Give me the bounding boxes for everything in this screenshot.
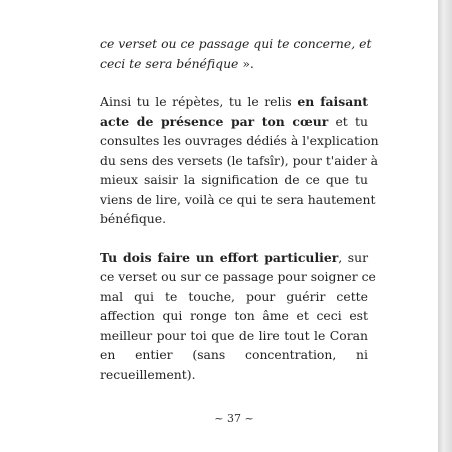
text-line [100,112,368,132]
text-line [100,190,376,210]
paragraph-gap [100,229,368,248]
page-edge [438,0,452,452]
text-line [100,209,368,229]
text-line [100,170,368,190]
text-run: Ainsi tu le répètes, tu le relis [100,94,298,109]
text-line [100,287,368,307]
text-run: mal qui te touche, pour guérir cette [100,288,368,304]
paragraph-1 [100,34,372,73]
text-line [100,248,368,268]
text-run: , sur [338,249,369,265]
text-run: viens de lire, voilà ce qui te sera hautement [100,191,376,207]
text-run-bold: acte de présence par ton cœur [100,113,329,129]
text-run: consultes les ouvrages dédiés à l'explication [100,133,379,148]
text-run: en entier (sans concentration, ni [100,347,368,362]
text-line [100,306,368,326]
text-line [100,131,379,151]
text-run: bénéfique. [100,211,167,226]
text-run-bold: Tu dois faire un effort particulier [100,249,339,265]
text-line [100,92,368,112]
text-line [100,34,372,54]
text-line [100,267,376,287]
text-run-bold: en faisant [297,94,368,109]
text-run: ce verset ou sur ce passage pour soigner ce [100,269,376,284]
text-run: meilleur pour toi que de lire tout le Coran [100,327,368,343]
text-run: recueillement). [100,366,196,382]
text-run: et tu [328,113,368,129]
body-text [100,34,379,384]
text-run: ce verset ou ce passage qui te concerne, et [100,36,372,51]
text-line [100,151,379,171]
text-run: ». [238,55,254,71]
paragraph-3 [100,248,376,385]
text-run: ceci te sera bénéfique [100,55,239,71]
text-line [100,365,368,385]
text-run: du sens des versets (le tafsîr), pour t'aider à [100,152,379,168]
paragraph-2 [100,92,379,229]
text-run: affection qui ronge ton âme et ceci est [100,308,368,323]
paragraph-gap [100,73,368,92]
text-line [100,326,368,346]
text-run: mieux saisir la signification de ce que tu [100,172,368,187]
text-line [100,345,368,365]
page-number: ~ 37 ~ [214,412,254,425]
text-line [100,54,368,74]
